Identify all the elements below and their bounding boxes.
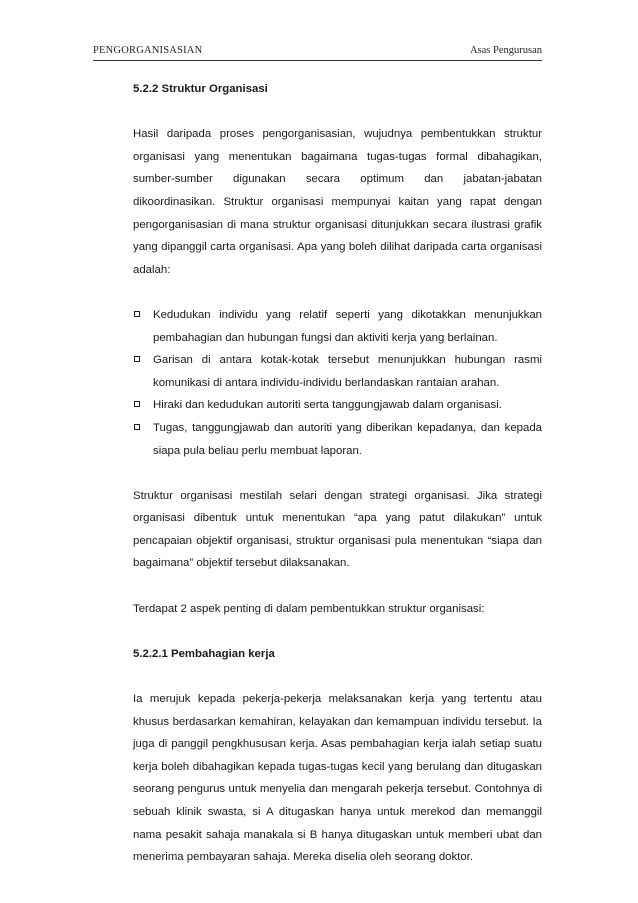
section-heading: 5.2.2 Struktur Organisasi [133, 83, 268, 95]
intro-paragraph: Hasil daripada proses pengorganisasian, wujudnya pembentukkan struktur organisasi yang menentukan bagaimana tugas-tugas formal dibahagikan, sumber-sumber digunakan secara optimum dan jabatan-jabatan dikoordinasikan. Struktur organisasi mempunyai kaitan yang rapat dengan pengorganisasian di mana struktur organisasi ditunjukkan secara ilustrasi grafik yang dipanggil carta organisasi. Apa yang boleh dilihat daripada carta organisasi adalah: [133, 128, 542, 276]
list-item [133, 349, 542, 394]
bullet-list [133, 304, 542, 462]
subsection-heading: 5.2.2.1 Pembahagian kerja [133, 647, 275, 660]
list-item-text: Garisan di antara kotak-kotak tersebut menunjukkan hubungan rasmi komunikasi di antara individu-individu berlandaskan rantaian arahan. [153, 354, 542, 389]
header-chapter-title: PENGORGANISASIAN [93, 45, 203, 56]
aspects-paragraph: Terdapat 2 aspek penting di dalam pembentukkan struktur organisasi: [133, 602, 485, 615]
strategy-paragraph: Struktur organisasi mestilah selari dengan strategi organisasi. Jika strategi organisasi dibentuk untuk menentukan “apa yang patut dilakukan” untuk pencapaian objektif organisasi, struktur organisasi pula menentukan “siapa dan bagaimana” objektif tersebut dilaksanakan. [133, 489, 542, 570]
checkbox-bullet-icon [134, 356, 140, 362]
list-item-text: Hiraki dan kedudukan autoriti serta tanggungjawab dalam organisasi. [153, 399, 502, 412]
list-item [133, 394, 542, 417]
division-of-work-paragraph: Ia merujuk kepada pekerja-pekerja melaksanakan kerja yang tertentu atau khusus berdasarkan kemahiran, kelayakan dan kemampuan individu tersebut. Ia juga di panggil pengkhususan kerja. Asas pembahagian kerja ialah setiap suatu kerja boleh dibahagikan kepada tugas-tugas kecil yang berulang dan ditugaskan seorang pengurus untuk menyelia dan mengarah pekerja tersebut. Contohnya di sebuah klinik swasta, si A ditugaskan hanya untuk merekod dan memanggil nama pesakit sahaja manakala si B hanya ditugaskan untuk memberi ubat dan menerima pembayaran sahaja. Mereka diselia oleh seorang doktor. [133, 693, 542, 864]
checkbox-bullet-icon [134, 311, 140, 317]
checkbox-bullet-icon [134, 424, 140, 430]
checkbox-bullet-icon [134, 401, 140, 407]
header-book-title: Asas Pengurusan [469, 45, 542, 56]
list-item-text: Tugas, tanggungjawab dan autoriti yang diberikan kepadanya, dan kepada siapa pula beliau perlu membuat laporan. [153, 421, 542, 457]
list-item [133, 304, 542, 349]
list-item-text: Kedudukan individu yang relatif seperti yang dikotakkan menunjukkan pembahagian dan hubungan fungsi dan aktiviti kerja yang berlainan. [153, 308, 542, 344]
page-body [133, 78, 542, 869]
list-item [133, 417, 542, 462]
header-rule [93, 60, 542, 61]
